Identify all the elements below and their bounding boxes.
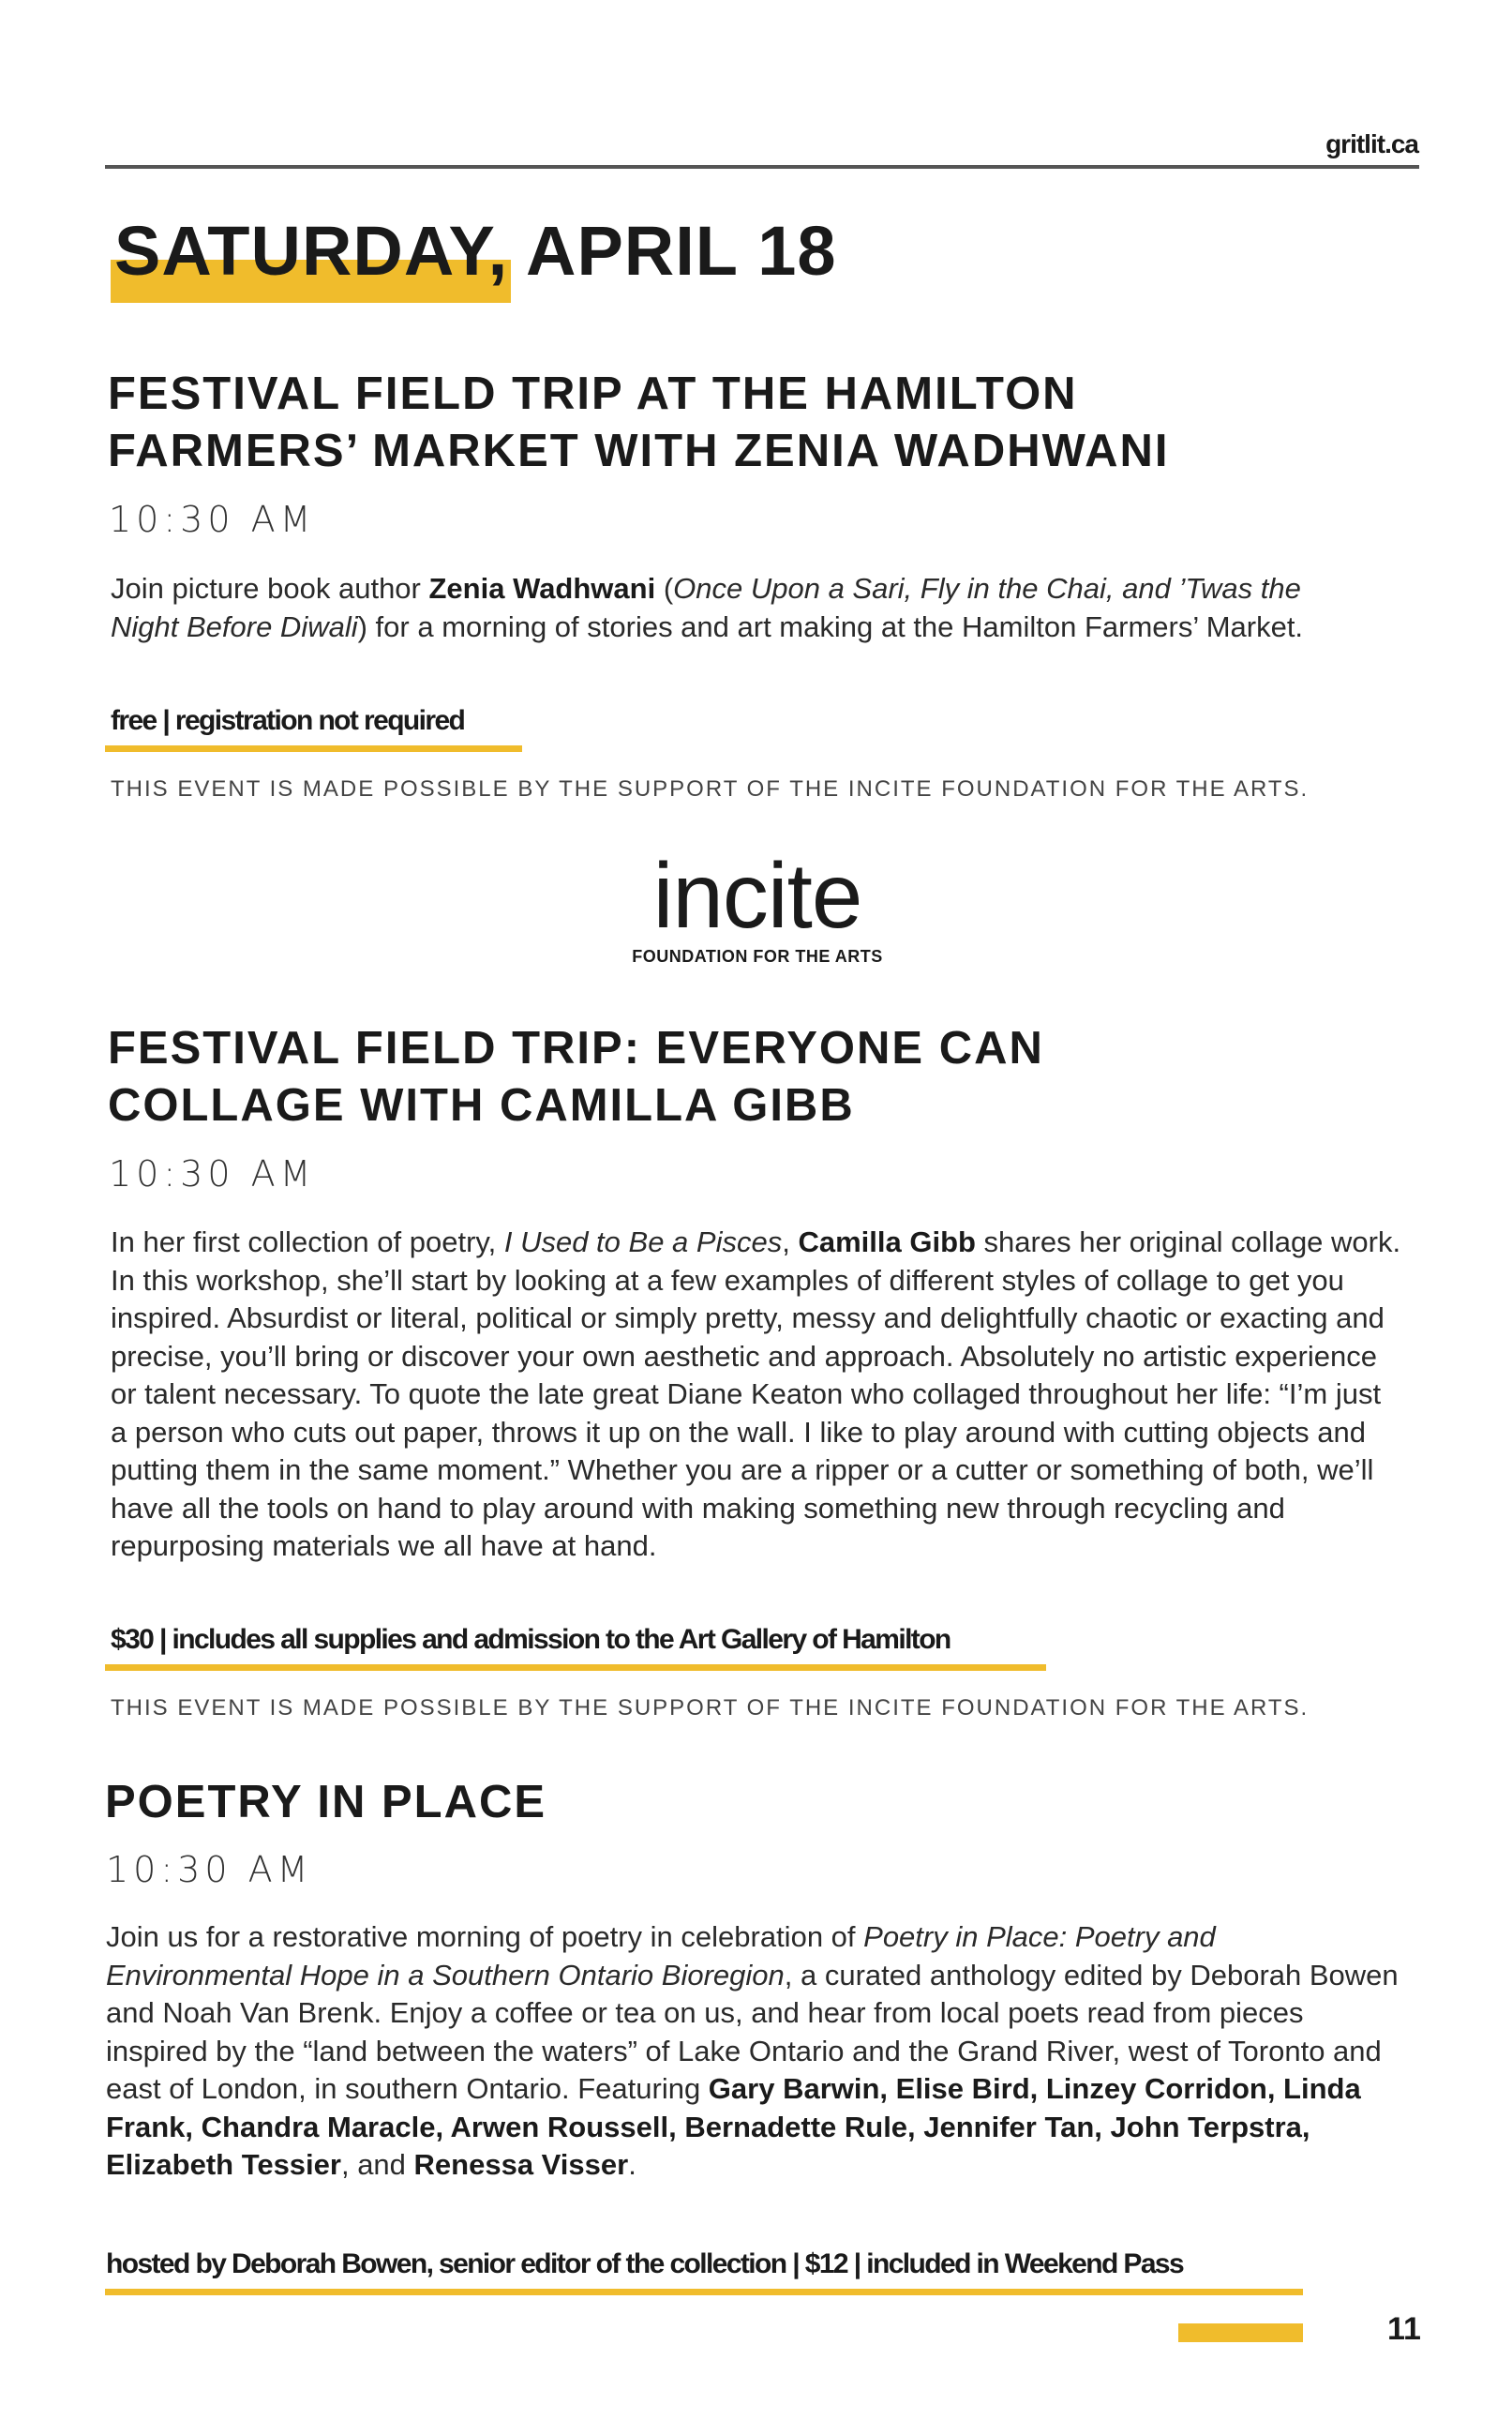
event-2-title-line2: COLLAGE WITH CAMILLA GIBB <box>108 1080 855 1131</box>
date-day: SATURDAY <box>114 212 488 290</box>
event-2-author: Camilla Gibb <box>798 1225 976 1258</box>
event-2-time: 10:30 AM <box>109 1153 316 1195</box>
event-1-support: THIS EVENT IS MADE POSSIBLE BY THE SUPPORT OF THE INCITE FOUNDATION FOR THE ARTS. <box>111 776 1310 802</box>
event-2-price-underline <box>105 1664 1046 1671</box>
event-1-books: Once Upon a Sari, Fly in the Chai, and ’Twas the Night Before Diwali <box>111 572 1301 643</box>
event-2-title <box>108 1020 1044 1135</box>
site-url[interactable]: gritlit.ca <box>1325 129 1418 158</box>
event-3-price: hosted by Deborah Bowen, senior editor of the collection | $12 | included in Weekend Pass <box>106 2248 1184 2279</box>
page-number-bar <box>1178 2323 1303 2342</box>
event-1-title-line1: FESTIVAL FIELD TRIP AT THE HAMILTON <box>108 368 1078 419</box>
event-1-time: 10:30 AM <box>109 499 316 540</box>
incite-logo-subtitle: FOUNDATION FOR THE ARTS <box>632 947 883 966</box>
event-1-description: Join picture book author Zenia Wadhwani (Once Upon a Sari, Fly in the Chai, and ’Twas the Night Before Diwali) for a morning of stories and art making at the Hamilton Farmers’ Market. <box>111 572 1304 643</box>
event-1-price-underline <box>105 745 522 752</box>
page-title <box>114 211 837 291</box>
event-2-book: I Used to Be a Pisces <box>503 1225 783 1258</box>
page-number: 11 <box>1387 2311 1421 2347</box>
event-3-time: 10:30 AM <box>106 1849 313 1890</box>
event-1-title <box>108 366 1170 480</box>
date-rest: , APRIL 18 <box>487 212 837 290</box>
event-3-price-underline <box>105 2289 1303 2295</box>
event-2-title-line1: FESTIVAL FIELD TRIP: EVERYONE CAN <box>108 1023 1044 1074</box>
event-3-last-poet: Renessa Visser <box>413 2148 629 2181</box>
event-3-title-line1: POETRY IN PLACE <box>105 1777 547 1827</box>
incite-logo-word: incite <box>652 844 862 947</box>
event-3-poets: Gary Barwin, Elise Bird, Linzey Corridon, Linda Frank, Chandra Maracle, Arwen Roussell, Bernadette Rule, Jennifer Tan, John Terpstra, Elizabeth Tessier <box>106 2072 1361 2181</box>
event-1-author: Zenia Wadhwani <box>428 572 656 605</box>
event-3-title <box>105 1774 546 1831</box>
event-1-price: free | registration not required <box>111 705 465 736</box>
event-2-price: $30 | includes all supplies and admission to the Art Gallery of Hamilton <box>111 1624 951 1655</box>
header-divider <box>105 165 1419 169</box>
event-2-support: THIS EVENT IS MADE POSSIBLE BY THE SUPPORT OF THE INCITE FOUNDATION FOR THE ARTS. <box>111 1695 1310 1721</box>
event-1-title-line2: FARMERS’ MARKET WITH ZENIA WADHWANI <box>108 426 1170 476</box>
incite-logo <box>626 844 889 967</box>
event-3-book: Poetry in Place: Poetry and Environmental Hope in a Southern Ontario Bioregion <box>106 1920 1216 1992</box>
event-3-description: Join us for a restorative morning of poetry in celebration of Poetry in Place: Poetry and Environmental Hope in a Southern Ontario Bioregion, a curated anthology edited by Deborah Bowen and Noah Van Brenk. Enjoy a coffee or tea on us, and hear from local poets read from pieces inspired by the “land between the waters” of Lake Ontario and the Grand River, west of Toronto and east of London, in southern Ontario. Featuring Gary Barwin, Elise Bird, Linzey Corridon, Linda Frank, Chandra Maracle, Arwen Roussell, Bernadette Rule, Jennifer Tan, John Terpstra, Elizabeth Tessier, and Renessa Visser. <box>106 1920 1399 2181</box>
event-2-description: In her first collection of poetry, I Used to Be a Pisces, Camilla Gibb shares her original collage work. In this workshop, she’ll start by looking at a few examples of different styles of collage to get you inspired. Absurdist or literal, political or simply pretty, messy and delightfully chaotic or exacting and precise, you’ll bring or discover your own aesthetic and approach. Absolutely no artistic experience or talent necessary. To quote the late great Diane Keaton who collaged throughout her life: “I’m just a person who cuts out paper, throws it up on the wall. I like to play around with cutting objects and putting them in the same moment.” Whether you are a ripper or a cutter or something of both, we’ll have all the tools on hand to play around with making something new through recycling and repurposing materials we all have at hand. <box>111 1225 1401 1562</box>
